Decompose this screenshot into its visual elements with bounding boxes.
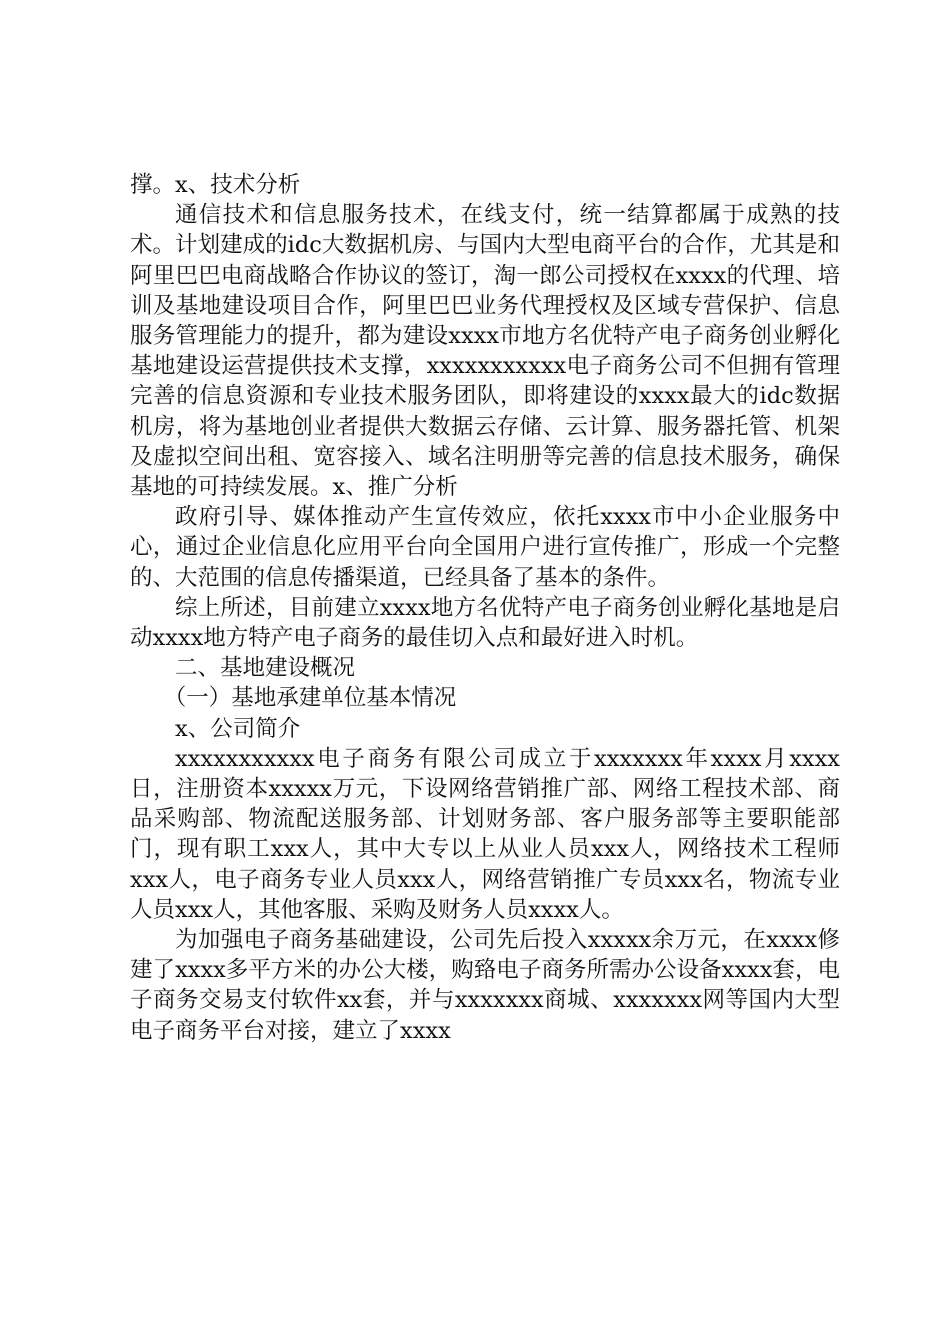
item-heading-company-intro: x、公司简介 [175,715,301,742]
paragraph-tech-analysis-tail: 撑。x、技术分析 [130,172,301,198]
paragraph-company-intro: xxxxxxxxxxx电子商务有限公司成立于xxxxxxx年xxxx月xxxx日，注册资本xxxxx万元，下设网络营销推广部、网络工程技术部、商品采购部、物流配送服务部、计划财务部、客户服务部等主要职能部门，现有职工xxx人，其中大专以上从业人员xxx人，网络技术工程师xxx人，电子商务专业人员xxx人，网络营销推广专员xxx名，物流专业人员xxx人，其他客服、采购及财务人员xxxx人。 [130,745,840,923]
subsection-heading-company-info: （一）基地承建单位基本情况 [163,685,457,712]
paragraph-infrastructure: 为加强电子商务基础建设，公司先后投入xxxxx余万元，在xxxx修建了xxxx多平方米的办公大楼，购臵电子商务所需办公设备xxxx套，电子商务交易支付软件xx套，并与xxxxxxx商城、xxxxxxx网等国内大型电子商务平台对接，建立了xxxx [130,927,840,1044]
paragraph-summary: 综上所述，目前建立xxxx地方名优特产电子商务创业孵化基地是启动xxxx地方特产电子商务的最佳切入点和最好进入时机。 [130,594,840,652]
paragraph-promotion-analysis: 政府引导、媒体推动产生宣传效应，依托xxxx市中小企业服务中心，通过企业信息化应用平台向全国用户进行宣传推广，形成一个完整的、大范围的信息传播渠道，已经具备了基本的条件。 [130,504,840,591]
section-heading-overview: 二、基地建设概况 [175,655,356,682]
paragraph-tech-analysis: 通信技术和信息服务技术，在线支付，统一结算都属于成熟的技术。计划建成的idc大数据机房、与国内大型电商平台的合作，尤其是和阿里巴巴电商战略合作协议的签订，淘一郎公司授权在xxxx的代理、培训及基地建设项目合作，阿里巴巴业务代理授权及区域专营保护、信息服务管理能力的提升，都为建设xxxx市地方名优特产电子商务创业孵化基地建设运营提供技术支撑，xxxxxxxxxxx电子商务公司不但拥有管理完善的信息资源和专业技术服务团队，即将建设的xxxx最大的idc数据机房，将为基地创业者提供大数据云存储、云计算、服务器托管、机架及虚拟空间出租、宽容接入、域名注明册等完善的信息技术服务，确保基地的可持续发展。x、推广分析 [130,202,840,501]
document-page [130,170,840,1046]
